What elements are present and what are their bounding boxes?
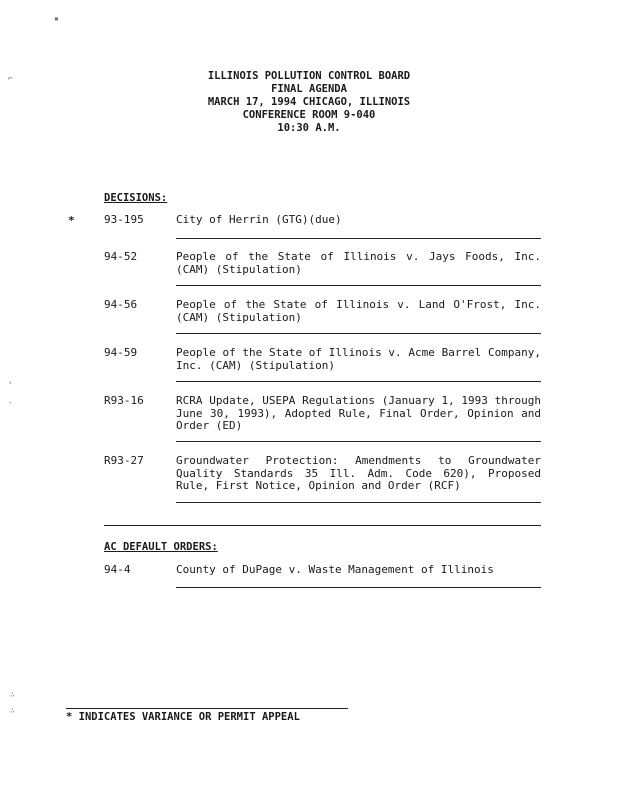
scan-speck: ⌐: [8, 74, 13, 83]
item-description: County of DuPage v. Waste Management of Illinois: [176, 563, 494, 576]
item-rule: [176, 285, 541, 286]
header-date-location: MARCH 17, 1994 CHICAGO, ILLINOIS: [207, 96, 411, 108]
item-rule: [176, 333, 541, 334]
docket-number: 94-59: [104, 346, 138, 359]
section-divider: [104, 525, 541, 526]
docket-number: 93-195: [104, 213, 144, 226]
item-description: City of Herrin (GTG)(due): [176, 213, 342, 226]
scan-speck: ,: [8, 376, 13, 385]
item-description: People of the State of Illinois v. Jays Foods, Inc. (CAM) (Stipulation): [176, 250, 541, 276]
agenda-header: [0, 70, 618, 135]
decisions-heading: DECISIONS:: [104, 192, 168, 204]
item-description: RCRA Update, USEPA Regulations (January 1, 1993 through June 30, 1993), Adopted Rule, Final Order, Opinion and Order (ED): [176, 394, 541, 432]
variance-marker: *: [68, 214, 75, 227]
item-rule: [176, 381, 541, 382]
item-rule: [176, 587, 541, 588]
docket-number: R93-16: [104, 394, 144, 407]
item-rule: [176, 238, 541, 239]
header-time: 10:30 A.M.: [277, 122, 341, 134]
docket-number: 94-52: [104, 250, 138, 263]
item-description: Groundwater Protection: Amendments to Groundwater Quality Standards 35 Ill. Adm. Code 620), Proposed Rule, First Notice, Opinion and Order (RCF): [176, 454, 541, 492]
scan-speck: ∴: [10, 706, 15, 715]
header-agenda-type: FINAL AGENDA: [271, 83, 347, 95]
item-rule: [176, 502, 541, 503]
scan-speck: ▪: [54, 14, 59, 23]
item-description: People of the State of Illinois v. Acme Barrel Company, Inc. (CAM) (Stipulation): [176, 346, 541, 372]
header-board-name: ILLINOIS POLLUTION CONTROL BOARD: [207, 70, 411, 82]
footnote-rule: [66, 708, 348, 709]
item-description: People of the State of Illinois v. Land O'Frost, Inc. (CAM) (Stipulation): [176, 298, 541, 324]
item-rule: [176, 441, 541, 442]
docket-number: 94-56: [104, 298, 138, 311]
scan-speck: ∴: [10, 690, 15, 699]
ac-default-orders-heading: AC DEFAULT ORDERS:: [104, 541, 218, 553]
docket-number: R93-27: [104, 454, 144, 467]
footnote: * INDICATES VARIANCE OR PERMIT APPEAL: [66, 711, 300, 723]
scan-speck: -: [8, 398, 13, 407]
docket-number: 94-4: [104, 563, 131, 576]
header-room: CONFERENCE ROOM 9-040: [242, 109, 376, 121]
